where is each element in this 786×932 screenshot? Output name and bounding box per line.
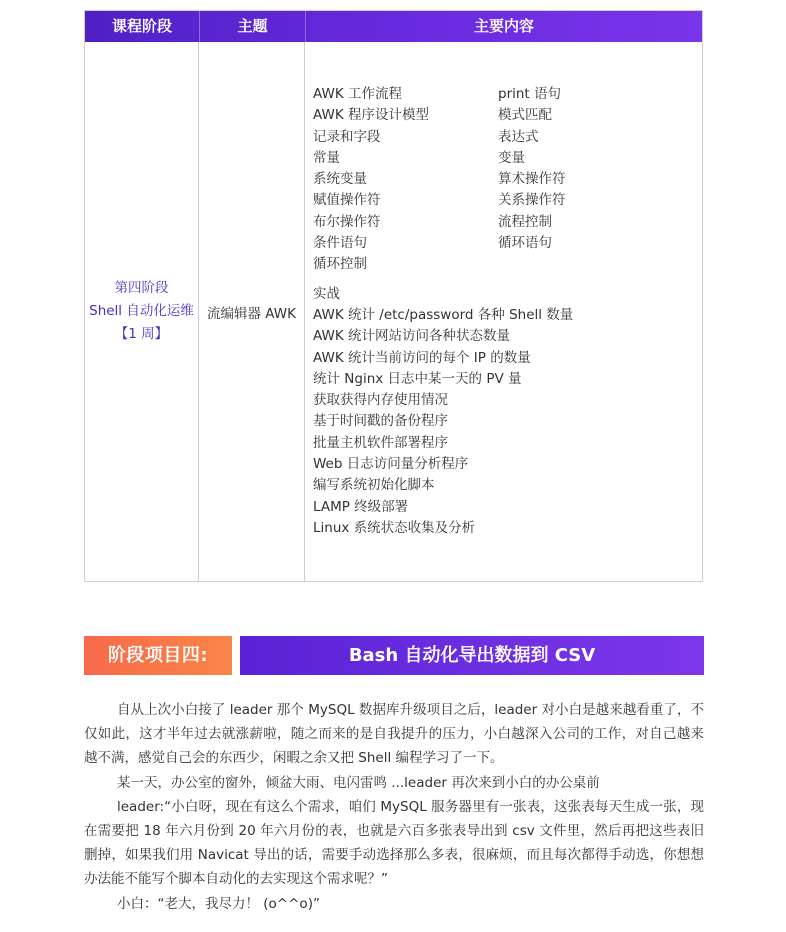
practice-item: 编写系统初始化脚本: [313, 477, 435, 494]
content-item: 表达式: [498, 128, 539, 145]
practice-item: Linux 系统状态收集及分析: [313, 519, 476, 536]
content-item: AWK 工作流程: [313, 86, 402, 102]
header-content: 主要内容: [305, 11, 702, 42]
stage-course: Shell 自动化运维: [89, 303, 194, 319]
topic-cell: 流编辑器 AWK: [207, 305, 296, 322]
content-item: 布尔操作符: [313, 213, 381, 230]
content-item: 系统变量: [313, 171, 367, 188]
content-item: 循环控制: [313, 256, 367, 273]
story-paragraph: leader:“小白呀，现在有这么个需求，咱们 MySQL 服务器里有一张表，这张表每天生成一张，现在需要把 18 年六月份到 20 年六月份的表，也就是六百多张表导出到 csv 文件里，然后再把这些表旧删掉，如果我们用 Navicat 导出的话，需要手动选择那么多表，很麻烦，而且每次都得手动选，你想想办法能不能写个脚本自动化的去实现这个需求呢？”: [84, 798, 704, 888]
content-item: print 语句: [498, 86, 562, 102]
practice-item: 批量主机软件部署程序: [313, 434, 448, 451]
section-title: Bash 自动化导出数据到 CSV: [240, 636, 704, 675]
practice-item: LAMP 终级部署: [313, 498, 409, 515]
column-divider: [304, 42, 305, 581]
practice-item: Web 日志访问量分析程序: [313, 456, 469, 473]
story-text: [84, 698, 704, 916]
content-topics: [313, 84, 698, 276]
course-table: [84, 10, 703, 582]
practice-item: AWK 统计 /etc/password 各种 Shell 数量: [313, 306, 574, 323]
content-item: 记录和字段: [313, 128, 381, 145]
content-item: AWK 程序设计模型: [313, 107, 429, 124]
header-topic: 主题: [199, 11, 305, 42]
section-badge: 阶段项目四:: [84, 636, 232, 675]
content-item: 流程控制: [498, 213, 552, 230]
practice-item: 统计 Nginx 日志中某一天的 PV 量: [313, 370, 522, 387]
stage-name: 第四阶段: [114, 280, 169, 296]
practice-item: AWK 统计网站访问各种状态数量: [313, 328, 510, 345]
content-item: 变量: [498, 149, 525, 166]
story-paragraph: 小白：“老大，我尽力！ (o^^o)”: [117, 895, 320, 912]
content-item: 关系操作符: [498, 192, 566, 209]
story-paragraph: 自从上次小白接了 leader 那个 MySQL 数据库升级项目之后，leader 对小白是越来越看重了，不仅如此，这才半年过去就涨薪啦，随之而来的是自我提升的压力，小白越深入公司的工作，对自己越来越不满，感觉自己会的东西少，闲暇之余又把 Shell 编程学习了一下。: [84, 702, 704, 767]
content-right-column: [498, 84, 678, 276]
practice-title: 实战: [313, 285, 340, 302]
content-left-column: [313, 84, 498, 276]
content-item: 模式匹配: [498, 107, 552, 124]
content-item: 条件语句: [313, 235, 367, 252]
stage-duration: 【1 周】: [114, 326, 169, 342]
content-item: 算术操作符: [498, 171, 566, 188]
stage-cell: [85, 42, 198, 581]
content-item: 循环语句: [498, 235, 552, 252]
content-item: 常量: [313, 149, 340, 166]
header-stage: 课程阶段: [111, 17, 172, 35]
practice-item: 获取获得内存使用情况: [313, 392, 448, 409]
table-header: [85, 11, 702, 42]
story-paragraph: 某一天，办公室的窗外，倾盆大雨、电闪雷鸣 ...leader 再次来到小白的办公桌前: [117, 774, 600, 791]
content-cell: [313, 84, 698, 539]
content-item: 赋值操作符: [313, 192, 381, 209]
table-row: [85, 42, 702, 581]
practice-item: AWK 统计当前访问的每个 IP 的数量: [313, 349, 531, 366]
practice-item: 基于时间戳的备份程序: [313, 413, 448, 430]
practice-list: [313, 284, 698, 540]
